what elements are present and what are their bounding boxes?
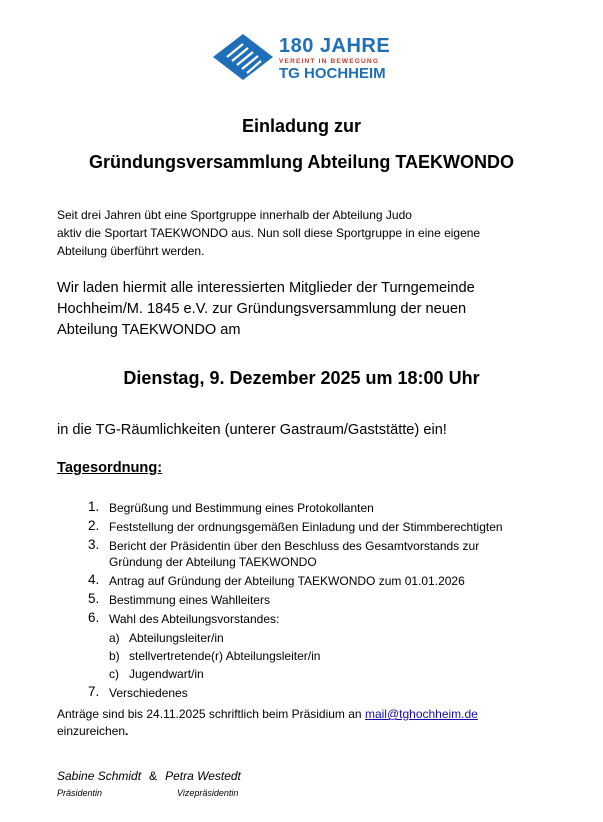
title-line-1: Einladung zur [242,116,361,136]
signature-names [57,769,241,783]
agenda-subitem [109,648,568,664]
closing-line-2 [57,723,557,740]
intro-line-2: aktiv die Sportart TAEKWONDO aus. Nun soll diese Sportgruppe in eine eigene [57,226,481,240]
agenda-item [88,519,568,535]
club-logo [213,34,413,82]
logo-slogan: VEREINT IN BEWEGUNG [279,58,380,65]
agenda-item-text: Feststellung der ordnungsgemäßen Einladung und der Stimmberechtigten [109,520,503,534]
signatory-2-name: Petra Westedt [165,769,241,783]
agenda-list [88,500,568,704]
agenda-subitem [109,630,568,646]
closing-line-1 [57,706,557,723]
invite-line-2: Hochheim/M. 1845 e.V. zur Gründungsversammlung der neuen [57,301,467,317]
agenda-item-number: 4. [88,572,100,587]
agenda-item [88,500,568,516]
agenda-heading: Tagesordnung: [57,460,163,476]
email-link[interactable]: mail@tghochheim.de [364,707,478,721]
intro-paragraph [57,206,557,260]
closing-period: . [125,724,129,738]
intro-line-1: Seit drei Jahren übt eine Sportgruppe innerhalb der Abteilung Judo [57,208,412,222]
logo-years: 180 JAHRE [279,35,391,57]
invite-line-3: Abteilung TAEKWONDO am [57,322,241,338]
agenda-item-number: 6. [88,610,100,625]
closing-paragraph [57,706,557,740]
agenda-item-number: 3. [88,537,100,552]
agenda-sublist [109,630,568,682]
logo-text [279,36,390,82]
agenda-item-number: 1. [88,499,100,514]
signature-roles [57,788,239,798]
title-line-2: Gründungsversammlung Abteilung TAEKWONDO [88,152,514,172]
agenda-item-text: Verschiedenes [109,686,188,700]
agenda-item-text: Bericht der Präsidentin über den Beschluss des Gesamtvorstands zur [109,539,480,553]
agenda-subitem-letter: c) [109,667,119,681]
agenda-item-number: 7. [88,684,100,699]
closing-text-end: einzureichen [57,724,126,738]
agenda-item-number: 5. [88,591,100,606]
logo-club-name: TG HOCHHEIM [279,65,386,82]
closing-text: Anträge sind bis 24.11.2025 schriftlich beim Präsidium an [57,707,365,721]
agenda-subitem-text: stellvertretende(r) Abteilungsleiter/in [129,649,321,663]
meeting-location: in die TG-Räumlichkeiten (unterer Gastraum/Gaststätte) ein! [57,422,447,438]
agenda-item-number: 2. [88,518,100,533]
agenda-item-text-continued: Gründung der Abteilung TAEKWONDO [109,555,317,569]
agenda-subitem [109,666,568,682]
agenda-item [88,573,568,589]
signatory-1-name: Sabine Schmidt [57,769,142,783]
signatory-2-role: Vizepräsidentin [177,788,239,798]
agenda-item-text: Bestimmung eines Wahlleiters [109,593,270,607]
ampersand: & [149,769,158,783]
invite-paragraph [57,278,557,341]
agenda-item [88,538,568,570]
signatory-1-role: Präsidentin [57,788,103,798]
intro-line-3: Abteilung überführt werden. [57,244,205,258]
agenda-item [88,592,568,608]
agenda-subitem-letter: a) [109,631,120,645]
agenda-item-text: Begrüßung und Bestimmung eines Protokollanten [109,501,374,515]
agenda-item [88,685,568,701]
invite-line-1: Wir laden hiermit alle interessierten Mitglieder der Turngemeinde [57,280,475,296]
agenda-item-text: Antrag auf Gründung der Abteilung TAEKWONDO zum 01.01.2026 [109,574,465,588]
tg-diamond-logo-icon [213,34,273,80]
agenda-item [88,611,568,682]
meeting-date: Dienstag, 9. Dezember 2025 um 18:00 Uhr [123,368,480,388]
agenda-subitem-letter: b) [109,649,120,663]
agenda-subitem-text: Jugendwart/in [129,667,204,681]
agenda-subitem-text: Abteilungsleiter/in [129,631,224,645]
agenda-item-text: Wahl des Abteilungsvorstandes: [109,612,280,626]
